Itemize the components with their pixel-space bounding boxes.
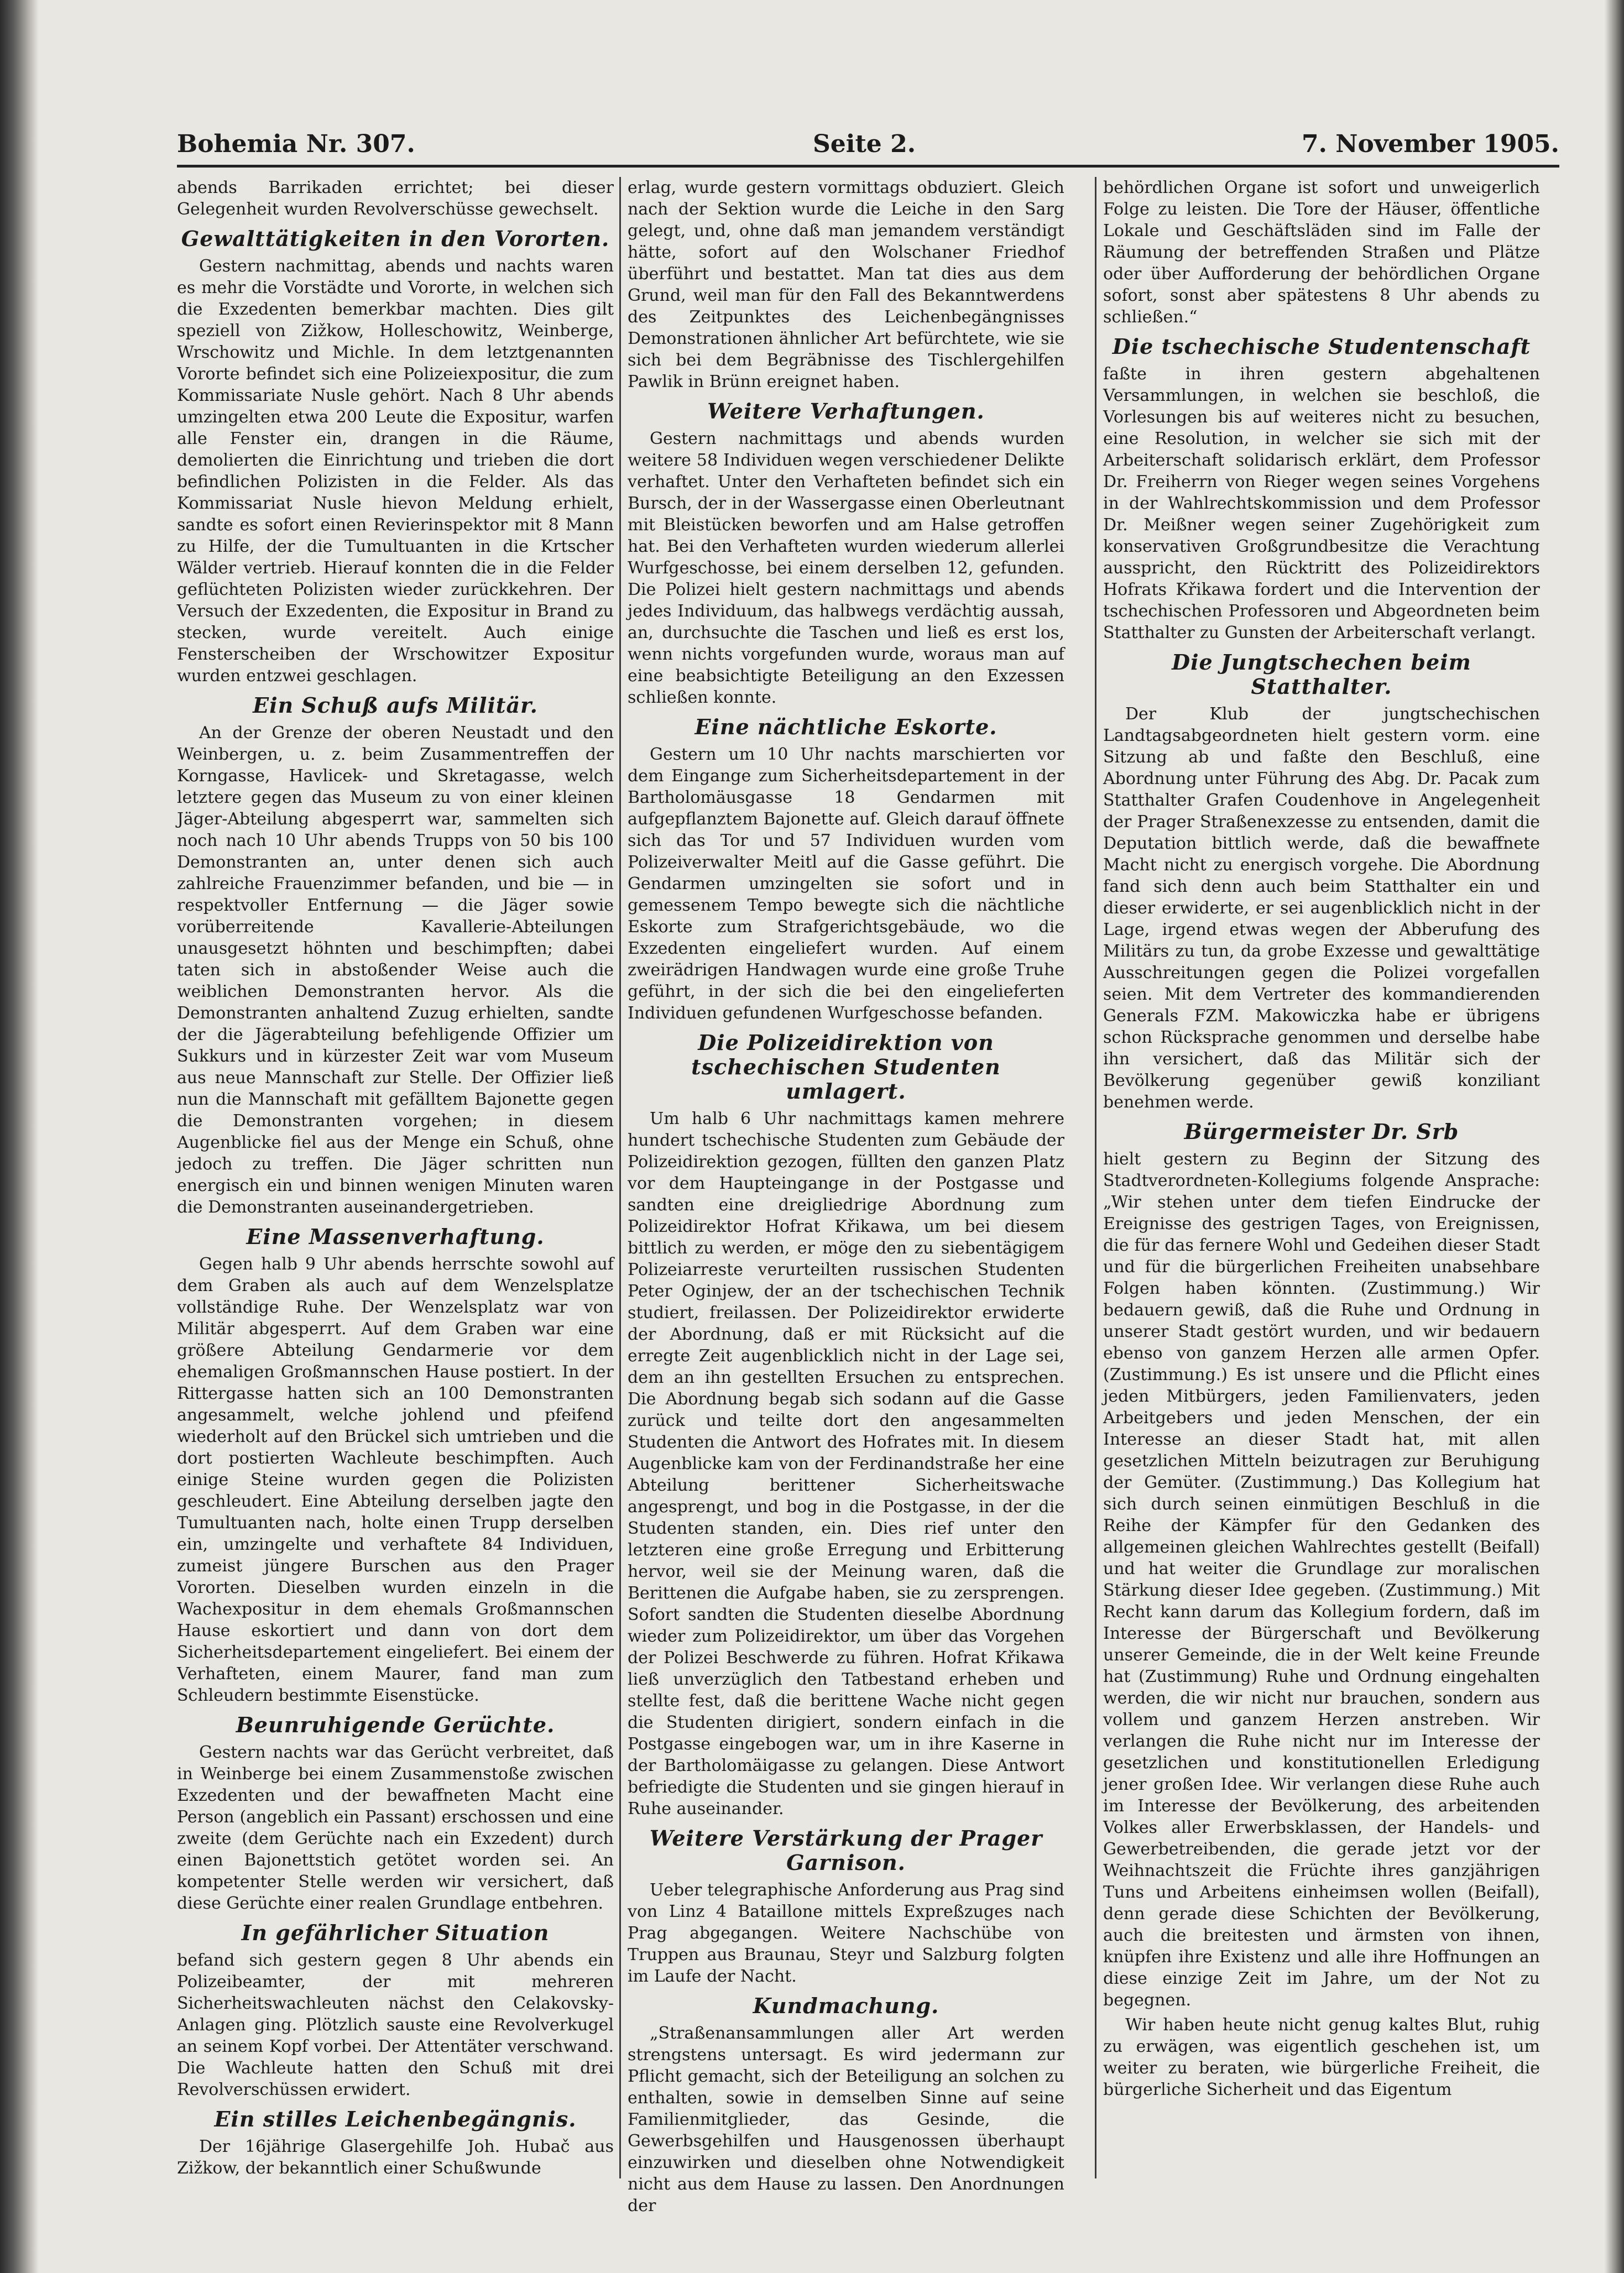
article-text: Ueber telegraphische Anforderung aus Prag sind von Linz 4 Bataillone mittels Expreßzuges nach Prag abgegangen. Weitere Nachschübe von Truppen aus Braunau, Steyr und Salzburg folgten im Laufe der Nacht.: [628, 1880, 1064, 1986]
article-title: Bürgermeister Dr. Srb: [1184, 1119, 1459, 1144]
article-title: In gefährlicher Situation: [241, 1920, 550, 1945]
article-title: Eine nächtliche Eskorte.: [694, 714, 998, 739]
column-1-lead: abends Barrikaden errichtet; bei dieser Gelegenheit wurden Revolverschüsse gewechselt.: [177, 178, 614, 219]
article-text: Gegen halb 9 Uhr abends herrschte sowohl auf dem Graben als auch auf dem Wenzelsplatze vollständige Ruhe. Der Wenzelsplatz war von Militär abgesperrt. Auf dem Graben war eine größere Abteilung Gendarmerie vor dem ehemaligen Großmannschen Hause postiert. In der Rittergasse hatten sich an 100 Demonstranten angesammelt, welche johlend und pfeifend wiederholt auf den Brückel sich umtrieben und die dort postierten Wachleute beschimpften. Auch einige Steine wurden gegen die Polizisten geschleudert. Eine Abteilung derselben jagte den Tumultuanten nach, holte einen Trupp derselben ein, umzingelte und verhaftete 84 Individuen, zumeist jüngere Burschen aus den Prager Vororten. Dieselben wurden einzeln in die Wachexpositur in dem ehemals Großmannschen Hause eskortiert und dann von dort dem Sicherheitsdepartement eingeliefert. Bei einem der Verhafteten, einem Maurer, fand man zum Schleudern bestimmte Eisenstücke.: [177, 1255, 614, 1705]
header-page-number: Seite 2.: [813, 130, 916, 158]
column-divider-1: [619, 177, 621, 2178]
header-rule: [177, 165, 1559, 168]
article-title: Weitere Verstärkung der Prager Garnison.: [649, 1826, 1043, 1875]
article-title: Die Polizeidirektion von tschechischen Studenten umlagert.: [691, 1030, 1001, 1104]
article-title: Kundmachung.: [753, 1993, 939, 2018]
article-text: Gestern nachmittags und abends wurden weitere 58 Individuen wegen verschiedener Delikte verhaftet. Unter den Verhafteten befindet sich ein Bursch, der in der Wassergasse einen Oberleutnant mit Bleistücken beworfen und am Halse getroffen hat. Bei den Verhafteten wurden wiederum allerlei Wurfgeschosse, bei einem derselben 12, gefunden. Die Polizei hielt gestern nachmittags und abends jedes Individuum, das halbwegs verdächtig aussah, an, durchsuchte die Taschen und ließ es erst los, wenn nichts vorgefunden wurde, woraus man auf eine beabsichtigte Beteiligung an den Exzessen schließen konnte.: [628, 429, 1064, 707]
header-paper-number: Bohemia Nr. 307.: [177, 130, 415, 158]
article-text: Der Klub der jungtschechischen Landtagsabgeordneten hielt gestern vorm. eine Sitzung ab und faßte den Beschluß, eine Abordnung unter Führung des Abg. Dr. Pacak zum Statthalter Grafen Coudenhove in Angelegenheit der Prager Straßenexzesse zu entsenden, damit die Deputation bittlich werde, daß die bewaffnete Macht nicht zu energisch vorgehe. Die Abordnung fand sich denn auch beim Statthalter ein und dieser erwiderte, er sei augenblicklich nicht in der Lage, irgend etwas wegen der Abberufung des Militärs zu tun, da grobe Exzesse und gewalttätige Ausschreitungen gegen die Polizei vorgefallen seien. Mit dem Vertreter des kommandierenden Generals FZM. Makowiczka habe er übrigens schon Rücksprache genommen und derselbe habe ihn versichert, daß das Militär sich der Bevölkerung gegenüber gewiß konziliant benehmen werde.: [1103, 704, 1540, 1112]
article-text: befand sich gestern gegen 8 Uhr abends ein Polizeibeamter, der mit mehreren Sicherheitswachleuten nächst den Celakovsky-Anlagen ging. Plötzlich sauste eine Revolverkugel an seinem Kopf vorbei. Der Attentäter verschwand. Die Wachleute hatten den Schuß mit drei Revolverschüssen erwidert.: [177, 1951, 614, 2099]
article-title: Eine Massenverhaftung.: [246, 1224, 545, 1249]
article-title: Die Jungtschechen beim Statthalter.: [1172, 650, 1471, 699]
article-title: Die tschechische Studentenschaft: [1112, 334, 1531, 359]
article-text: Um halb 6 Uhr nachmittags kamen mehrere hundert tschechische Studenten zum Gebäude der Polizeidirektion gezogen, füllten den ganzen Platz vor dem Haupteingange in der Postgasse und sandten eine dreigliedrige Abordnung zum Polizeidirektor Hofrat Křikawa, um bei diesem bittlich zu werden, er möge den zu siebentägigem Polizeiarreste verurteilten russischen Studenten Peter Oginjew, der an der tschechischen Technik studiert, freilassen. Der Polizeidirektor erwiderte der Abordnung, daß er mit Rücksicht auf die erregte Zeit augenblicklich nicht in der Lage sei, dem an ihn gestellten Ersuchen zu entsprechen. Die Abordnung begab sich sodann auf die Gasse zurück und teilte dort den angesammelten Studenten die Antwort des Hofrates mit. In diesem Augenblicke kam von der Ferdinandstraße her eine Abteilung berittener Sicherheitswache angesprengt, und bog in die Postgasse, in der die Studenten standen, ein. Dies rief unter den letzteren eine große Erregung und Erbitterung hervor, weil sie der Meinung waren, daß die Berittenen die Aufgabe haben, sie zu zersprengen. Sofort sandten die Studenten dieselbe Abordnung wieder zum Polizeidirektor, um über das Vorgehen der Polizei Beschwerde zu führen. Hofrat Křikawa ließ unverzüglich den Tatbestand erheben und stellte fest, daß die berittene Wache nicht gegen die Studenten dirigiert, sondern einfach in die Postgasse eingebogen war, um in ihre Kaserne in der Bartholomäigasse zu gelangen. Diese Antwort befriedigte die Studenten und sie gingen hierauf in Ruhe auseinander.: [628, 1109, 1064, 1819]
article-title: Ein Schuß aufs Militär.: [253, 693, 538, 718]
column-3-lead: behördlichen Organe ist sofort und unweigerlich Folge zu leisten. Die Tore der Häuser, öffentliche Lokale und Geschäftsläden sind im Falle der Räumung der betreffenden Straßen und Plätze oder über Aufforderung der behördlichen Organe sofort, sonst aber spätestens 8 Uhr abends zu schließen.“: [1103, 178, 1540, 327]
article-title: Weitere Verhaftungen.: [707, 399, 985, 424]
article-text: An der Grenze der oberen Neustadt und den Weinbergen, u. z. beim Zusammentreffen der Korngasse, Havlicek- und Skretagasse, welch letztere gegen das Museum zu von einer kleinen Jäger-Abteilung abgesperrt war, sammelten sich noch nach 10 Uhr abends Trupps von 50 bis 100 Demonstranten an, unter denen sich auch zahlreiche Frauenzimmer befanden, und bie — in respektvoller Entfernung — die Jäger sowie vorüberreitende Kavallerie-Abteilungen unausgesetzt höhnten und beschimpften; dabei taten sich in abstoßender Weise auch die weiblichen Demonstranten hervor. Als die Demonstranten anhaltend Zuzug erhielten, sandte der die Jägerabteilung befehligende Offizier um Sukkurs und in kürzester Zeit war vom Museum aus neue Mannschaft zur Stelle. Der Offizier ließ nun die Mannschaft mit gefälltem Bajonette gegen die Demonstranten vorgehen; in diesem Augenblicke fiel aus der Menge ein Schuß, ohne jedoch zu treffen. Die Jäger schritten nun energisch ein und binnen wenigen Minuten waren die Demonstranten auseinandergetrieben.: [177, 723, 614, 1217]
scan-edge-right: [1605, 0, 1624, 2273]
article-text: Gestern um 10 Uhr nachts marschierten vor dem Eingange zum Sicherheitsdepartement in der Bartholomäusgasse 18 Gendarmen mit aufgepflanztem Bajonette auf. Gleich darauf öffnete sich das Tor und 57 Individuen wurden vom Polizeiverwalter Meitl auf die Gasse geführt. Die Gendarmen umzingelten sie sofort und in gemessenem Tempo bewegte sich die nächtliche Eskorte zum Strafgerichtsgebäude, wo die Exzedenten eingeliefert wurden. Auf einem zweirädrigen Handwagen wurde eine große Truhe geführt, in der sich die bei den eingelieferten Individuen gefundenen Wurfgeschosse befanden.: [628, 745, 1064, 1023]
article-text: „Straßenansammlungen aller Art werden strengstens untersagt. Es wird jedermann zur Pflicht gemacht, sich der Beteiligung an solchen zu enthalten, sowie in demselben Sinne auf seine Familienmitglieder, das Gesinde, die Gewerbsgehilfen und Hausgenossen überhaupt einzuwirken und dieselben ohne Notwendigkeit nicht aus dem Hause zu lassen. Den Anordnungen der: [628, 2024, 1064, 2215]
column-1: [177, 177, 614, 2178]
column-2-lead: erlag, wurde gestern vormittags obduziert. Gleich nach der Sektion wurde die Leiche in den Sarg gelegt, und, ohne daß man jemandem verständigt hätte, sofort auf den Wolschaner Friedhof überführt und bestattet. Man tat dies aus dem Grund, weil man für den Fall des Bekanntwerdens des Zeitpunktes des Leichenbegängnisses Demonstrationen ähnlicher Art befürchtete, wie sie sich bei dem Begräbnisse des Tischlergehilfen Pawlik in Brünn ereignet haben.: [628, 178, 1064, 391]
article-text: hielt gestern zu Beginn der Sitzung des Stadtverordneten-Kollegiums folgende Ansprache: „Wir stehen unter dem tiefen Eindrucke der Ereignisse des gestrigen Tages, von Ereignissen, die für das fernere Wohl und Gedeihen dieser Stadt und für die bürgerlichen Freiheiten unabsehbare Folgen haben könnten. (Zustimmung.) Wir bedauern gewiß, daß die Ruhe und Ordnung in unserer Stadt gestört wurden, und wir bedauern ebenso von ganzem Herzen alle armen Opfer. (Zustimmung.) Es ist unsere und die Pflicht eines jeden Mitbürgers, jeden Familienvaters, jeden Arbeitgebers und jeden Menschen, der ein Interesse an dieser Stadt hat, mit allen gesetzlichen Mitteln beizutragen zur Beruhigung der Gemüter. (Zustimmung.) Das Kollegium hat sich durch seinen einmütigen Beschluß in die Reihe der Kämpfer für den Gedanken des allgemeinen gleichen Wahlrechtes gestellt (Beifall) und hat weiter die Grundlage zur moralischen Stärkung dieser Idee gegeben. (Zustimmung.) Mit Recht kann darum das Kollegium fordern, daß im Interesse der Bürgerschaft und Bevölkerung unserer Gemeinde, die in der Welt keine Freunde hat (Zustimmung) Ruhe und Ordnung eingehalten werden, die wir nicht nur brauchen, sondern aus vollem und ganzem Herzen anstreben. Wir verlangen die Ruhe nicht nur im Interesse der gesetzlichen und konstitutionellen Erledigung jener großen Idee. Wir verlangen diese Ruhe auch im Interesse der Bevölkerung, des arbeitenden Volkes aller Erwerbsklassen, der Handels- und Gewerbetreibenden, die gerade jetzt vor der Weihnachtszeit die Früchte ihres ganzjährigen Tuns und Arbeitens einheimsen wollen (Beifall), denn gerade diese Schichten der Bevölkerung, auch die breitesten und ärmsten von ihnen, knüpfen ihre Existenz und alle ihre Hoffnungen an diese einzige Zeit im Jahre, um der Not zu begegnen.: [1103, 1149, 1540, 2010]
article-title: Gewalttätigkeiten in den Vororten.: [181, 226, 610, 251]
column-divider-2: [1095, 177, 1096, 2178]
article-text: Gestern nachts war das Gerücht verbreitet, daß in Weinberge bei einem Zusammenstoße zwischen Exzedenten und der bewaffneten Macht eine Person (angeblich ein Passant) erschossen und eine zweite (dem Gerüchte nach ein Exzedent) durch einen Bajonettstich getötet worden sei. An kompetenter Stelle werden wir versichert, daß diese Gerüchte einer realen Grundlage entbehren.: [177, 1743, 614, 1913]
column-2: [628, 177, 1064, 2215]
article-text: faßte in ihren gestern abgehaltenen Versammlungen, in welchen sie beschloß, die Vorlesungen bis auf weiteres nicht zu besuchen, eine Resolution, in welcher sie sich mit der Arbeiterschaft solidarisch erklärt, dem Professor Dr. Freiherrn von Rieger wegen seines Vorgehens in der Wahlrechtskommission und dem Professor Dr. Meißner wegen seiner Zugehörigkeit zum konservativen Großgrundbesitze die Verachtung ausspricht, den Rücktritt des Polizeidirektors Hofrats Křikawa fordert und die Intervention der tschechischen Professoren und Abgeordneten beim Statthalter zu Gunsten der Arbeiterschaft verlangt.: [1103, 364, 1540, 642]
article-title: Ein stilles Leichenbegängnis.: [214, 2107, 577, 2131]
header-date: 7. November 1905.: [1302, 130, 1559, 158]
article-text: Wir haben heute nicht genug kaltes Blut, ruhig zu erwägen, was eigentlich geschehen ist, um weiter zu beraten, wie bürgerliche Freiheit, die bürgerliche Sicherheit und das Eigentum: [1103, 2015, 1540, 2099]
scan-edge-left: [0, 0, 39, 2273]
column-3: [1103, 177, 1540, 2178]
article-text: Gestern nachmittag, abends und nachts waren es mehr die Vorstädte und Vororte, in welchen sich die Exzedenten bemerkbar machten. Dies gilt speziell von Zižkow, Holleschowitz, Weinberge, Wrschowitz und Michle. In dem letztgenannten Vororte befindet sich eine Polizeiexpositur, die zum Kommissariate Nusle gehört. Nach 8 Uhr abends umzingelten etwa 200 Leute die Expositur, warfen alle Fenster ein, drangen in die Räume, demolierten die Einrichtung und trieben die dort befindlichen Polizisten in die Felder. Als das Kommissariat Nusle hievon Meldung erhielt, sandte es sofort einen Revierinspektor mit 8 Mann zu Hilfe, der die Tumultuanten in die Krtscher Wälder vertrieb. Hierauf konnten die in die Felder geflüchteten Polizisten wieder zurückkehren. Der Versuch der Exzedenten, die Expositur in Brand zu stecken, wurde vereitelt. Auch einige Fensterscheiben der Wrschowitzer Expositur wurden entzwei geschlagen.: [177, 257, 614, 686]
article-text: Der 16jährige Glasergehilfe Joh. Hubač aus Zižkow, der bekanntlich einer Schußwunde: [177, 2137, 614, 2178]
page-header: [177, 124, 1559, 163]
article-title: Beunruhigende Gerüchte.: [236, 1712, 555, 1737]
